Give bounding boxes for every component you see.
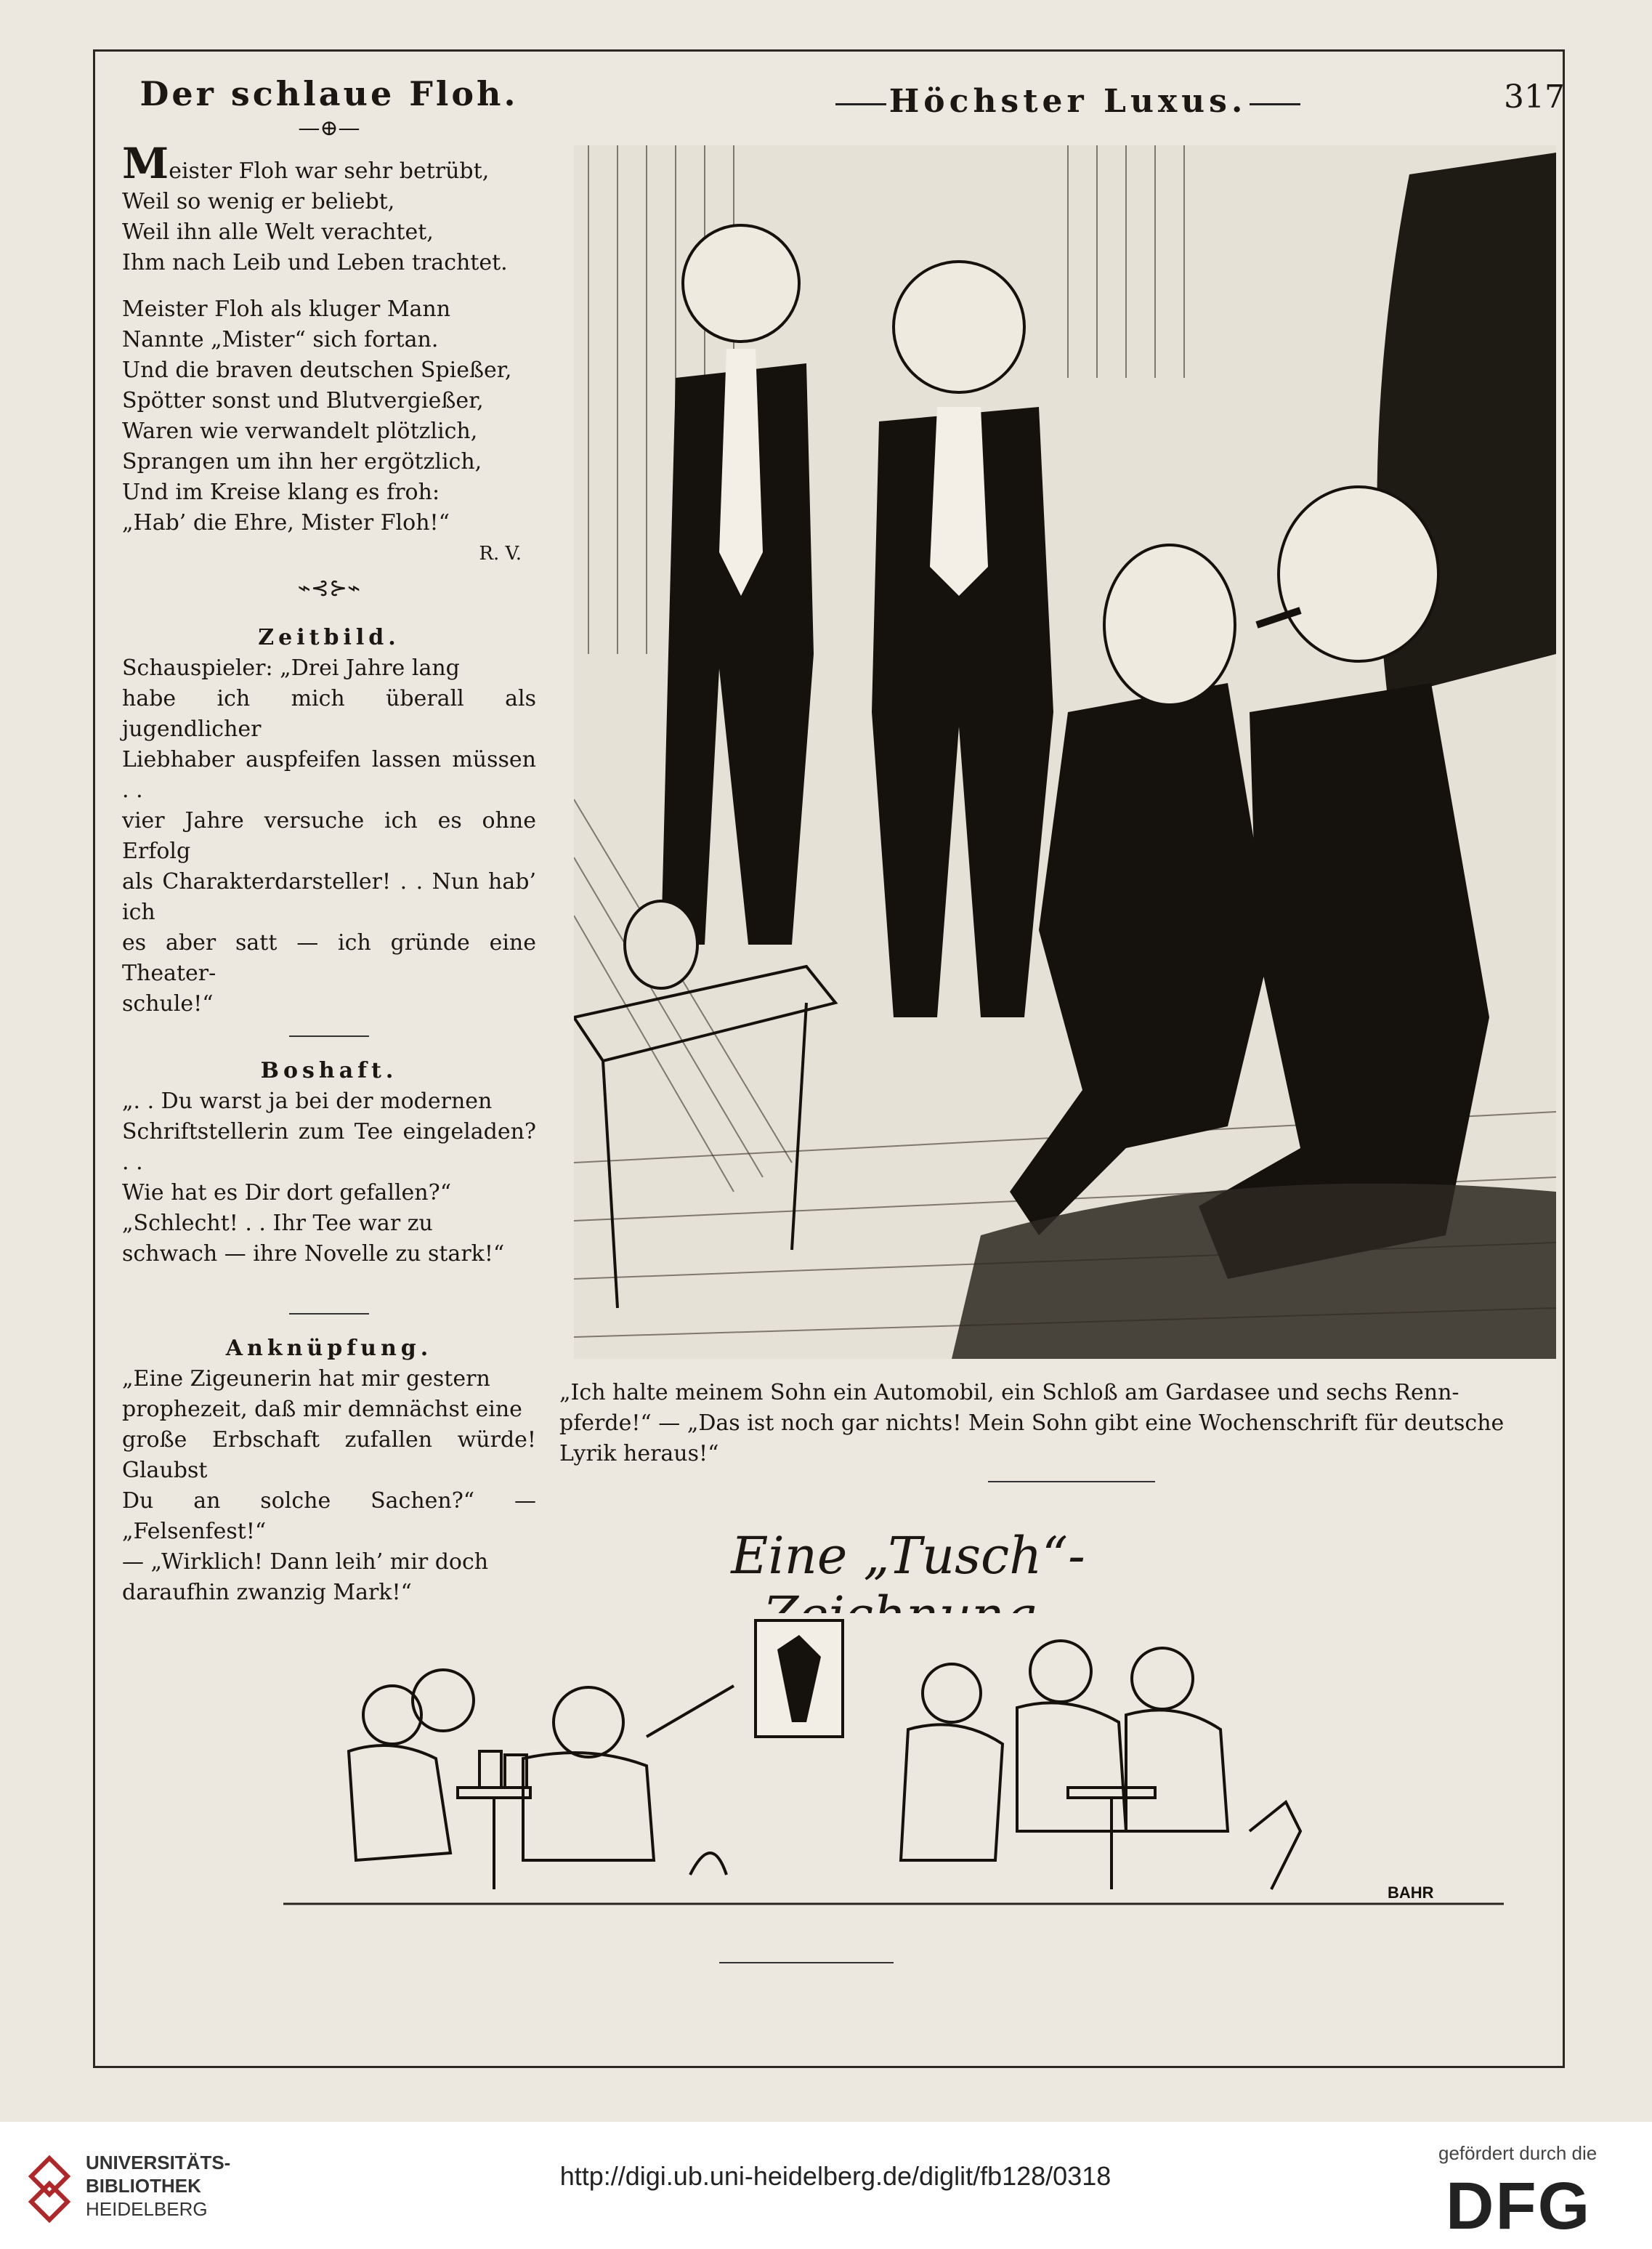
library-line: UNIVERSITÄTS- [86, 2152, 231, 2173]
cartoon-signature: BAHR [1388, 1883, 1434, 1902]
poem-signature: R. V. [479, 543, 522, 565]
library-name [86, 2151, 230, 2221]
poem-stanza-2 [122, 294, 536, 538]
poem-line: Meister Floh war sehr betrübt, [122, 139, 490, 188]
tusch-cartoon [283, 1613, 1504, 1918]
section-text: Schauspieler: „Drei Jahre lang habe ich mich überall als jugendlicher Liebhaber auspfeifen lassen müssen . . vier Jahre versuche ich es ohne Erfolg als Charakterdarsteller! . . Nun hab’ ich es aber satt — ich gründe eine Theater- schule!“ [122, 655, 536, 1017]
section-zeitbild [122, 623, 536, 1019]
caption-line: pferde!“ — „Das ist noch gar nichts! Mein Sohn gibt eine Wochenschrift für deutsche [559, 1410, 1505, 1436]
library-line: HEIDELBERG [86, 2198, 208, 2220]
library-line: BIBLIOTHEK [86, 2175, 201, 2197]
poem-line: Weil ihn alle Welt verachtet, [122, 219, 434, 245]
caption-rule [988, 1481, 1155, 1482]
divider-rule [289, 1035, 369, 1037]
divider-rule [289, 1313, 369, 1315]
illustration-caption [559, 1378, 1562, 1469]
poem-line: „Hab’ die Ehre, Mister Floh!“ [122, 510, 450, 536]
left-column [122, 74, 536, 1655]
poem-line: Weil so wenig er beliebt, [122, 189, 395, 214]
poem-line: Spötter sonst und Blutvergießer, [122, 388, 484, 413]
poem-line: Und die braven deutschen Spießer, [122, 358, 512, 383]
drop-cap: M [122, 139, 169, 188]
main-illustration [574, 145, 1556, 1359]
university-library-logo-icon [28, 2155, 71, 2227]
funding-label: gefördert durch die [1438, 2142, 1598, 2164]
poem-stanza-1 [122, 139, 536, 278]
section-anknuepfung [122, 1333, 536, 1608]
poem-line: Waren wie verwandelt plötzlich, [122, 419, 478, 444]
title-ornament: —⊕— [298, 116, 360, 141]
right-column-title: Höchster Luxus. [857, 83, 1279, 120]
poem-line: Sprangen um ihn her ergötzlich, [122, 449, 482, 475]
poem-line: Und im Kreise klang es froh: [122, 480, 440, 505]
section-text: „. . Du warst ja bei der modernen Schriftstellerin zum Tee eingeladen? . . Wie hat es Dir dort gefallen?“ „Schlecht! . . Ihr Tee war zu schwach — ihre Novelle zu stark!“ [122, 1089, 536, 1267]
caption-line: „Ich halte meinem Sohn ein Automobil, ein Schloß am Gardasee und sechs Renn- [559, 1380, 1459, 1405]
poem-title: Der schlaue Floh. [139, 74, 519, 113]
bottom-rule [719, 1962, 894, 1963]
caption-line: Lyrik heraus!“ [559, 1441, 719, 1466]
section-title: Anknüpfung. [225, 1336, 433, 1361]
dfg-logo: DFG [1446, 2169, 1592, 2243]
poem-line: Ihm nach Leib und Leben trachtet. [122, 250, 508, 275]
page-number: 317 [1504, 78, 1565, 116]
section-text: „Eine Zigeunerin hat mir gestern prophezeit, daß mir demnächst eine große Erbschaft zufallen würde! Glaubst Du an solche Sachen?“ — „Felsenfest!“ — „Wirklich! Dann leih’ mir doch daraufhin zwanzig Mark!“ [122, 1366, 536, 1605]
digital-object-url[interactable]: http://digi.ub.uni-heidelberg.de/diglit/fb128/0318 [559, 2161, 1112, 2191]
section-title: Zeitbild. [258, 625, 400, 650]
section-title: Boshaft. [260, 1058, 398, 1083]
section-ornament: ⌁⊰⊱⌁ [297, 576, 361, 601]
section-boshaft [122, 1056, 536, 1269]
cartoon-title: Eine „Tusch“- [731, 1526, 1085, 1586]
poem-line: Meister Floh als kluger Mann [122, 296, 451, 322]
poem [122, 139, 536, 569]
poem-line: Nannte „Mister“ sich fortan. [122, 327, 439, 352]
